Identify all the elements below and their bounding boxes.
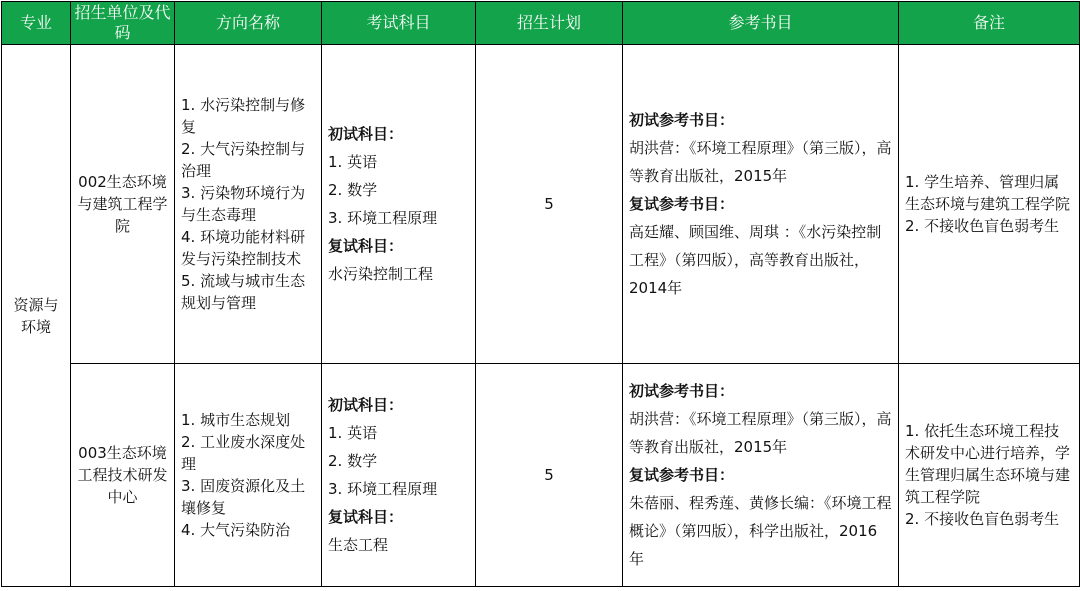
exam-cell xyxy=(322,45,476,364)
header-plan: 招生计划 xyxy=(476,2,623,45)
plan-cell: 5 xyxy=(476,45,623,364)
direction-item: 5. 流域与城市生态规划与管理 xyxy=(181,272,306,312)
direction-item: 4. 大气污染防治 xyxy=(181,521,291,539)
direction-item: 4. 环境功能材料研发与污染控制技术 xyxy=(181,228,306,268)
header-direction: 方向名称 xyxy=(175,2,322,45)
exam-cell xyxy=(322,364,476,587)
header-unit: 招生单位及代码 xyxy=(71,2,175,45)
exam-initial-title: 初试科目： xyxy=(328,125,404,143)
direction-item: 1. 城市生态规划 xyxy=(181,411,291,429)
header-row xyxy=(2,2,1080,45)
unit-cell: 002生态环境与建筑工程学院 xyxy=(71,45,175,364)
books-initial-title: 初试参考书目： xyxy=(629,382,735,400)
direction-item: 1. 水污染控制与修复 xyxy=(181,96,306,136)
notes-cell xyxy=(899,45,1080,364)
header-major: 专业 xyxy=(2,2,71,45)
plan-cell: 5 xyxy=(476,364,623,587)
exam-initial-title: 初试科目： xyxy=(328,396,404,414)
note-item: 1. 学生培养、管理归属生态环境与建筑工程学院 xyxy=(905,173,1071,213)
exam-subject: 3. 环境工程原理 xyxy=(328,480,438,498)
exam-subject: 1. 英语 xyxy=(328,424,378,442)
exam-subject: 2. 数学 xyxy=(328,452,378,470)
table-row xyxy=(2,45,1080,364)
books-retest-title: 复试参考书目： xyxy=(629,466,735,484)
direction-item: 2. 工业废水深度处理 xyxy=(181,433,306,473)
direction-cell xyxy=(175,364,322,587)
exam-retest-subject: 生态工程 xyxy=(328,536,389,554)
books-cell xyxy=(623,364,899,587)
admissions-table xyxy=(1,1,1080,587)
exam-subject: 3. 环境工程原理 xyxy=(328,209,438,227)
note-item: 2. 不接收色盲色弱考生 xyxy=(905,217,1060,235)
exam-retest-subject: 水污染控制工程 xyxy=(328,265,434,283)
books-initial: 胡洪营：《环境工程原理》（第三版），高等教育出版社，2015年 xyxy=(629,410,892,456)
table-row xyxy=(2,364,1080,587)
direction-item: 3. 污染物环境行为与生态毒理 xyxy=(181,184,306,224)
header-notes: 备注 xyxy=(899,2,1080,45)
books-retest: 朱蓓丽、程秀莲、黄修长编：《环境工程概论》（第四版），科学出版社，2016年 xyxy=(629,494,892,568)
header-exam: 考试科目 xyxy=(322,2,476,45)
books-retest-title: 复试参考书目： xyxy=(629,195,735,213)
unit-cell: 003生态环境工程技术研发中心 xyxy=(71,364,175,587)
note-item: 2. 不接收色盲色弱考生 xyxy=(905,510,1060,528)
exam-retest-title: 复试科目： xyxy=(328,508,404,526)
books-retest: 高廷耀、顾国维、周琪 ：《水污染控制工程》（第四版），高等教育出版社，2014年 xyxy=(629,223,882,297)
exam-retest-title: 复试科目： xyxy=(328,237,404,255)
direction-cell xyxy=(175,45,322,364)
exam-subject: 2. 数学 xyxy=(328,181,378,199)
direction-item: 3. 固废资源化及土壤修复 xyxy=(181,477,306,517)
note-item: 1. 依托生态环境工程技术研发中心进行培养，学生管理归属生态环境与建筑工程学院 xyxy=(905,422,1071,506)
header-books: 参考书目 xyxy=(623,2,899,45)
direction-item: 2. 大气污染控制与治理 xyxy=(181,140,306,180)
major-cell: 资源与环境 xyxy=(2,45,71,587)
books-initial: 胡洪营：《环境工程原理》（第三版），高等教育出版社，2015年 xyxy=(629,139,892,185)
books-initial-title: 初试参考书目： xyxy=(629,111,735,129)
notes-cell xyxy=(899,364,1080,587)
exam-subject: 1. 英语 xyxy=(328,153,378,171)
books-cell xyxy=(623,45,899,364)
